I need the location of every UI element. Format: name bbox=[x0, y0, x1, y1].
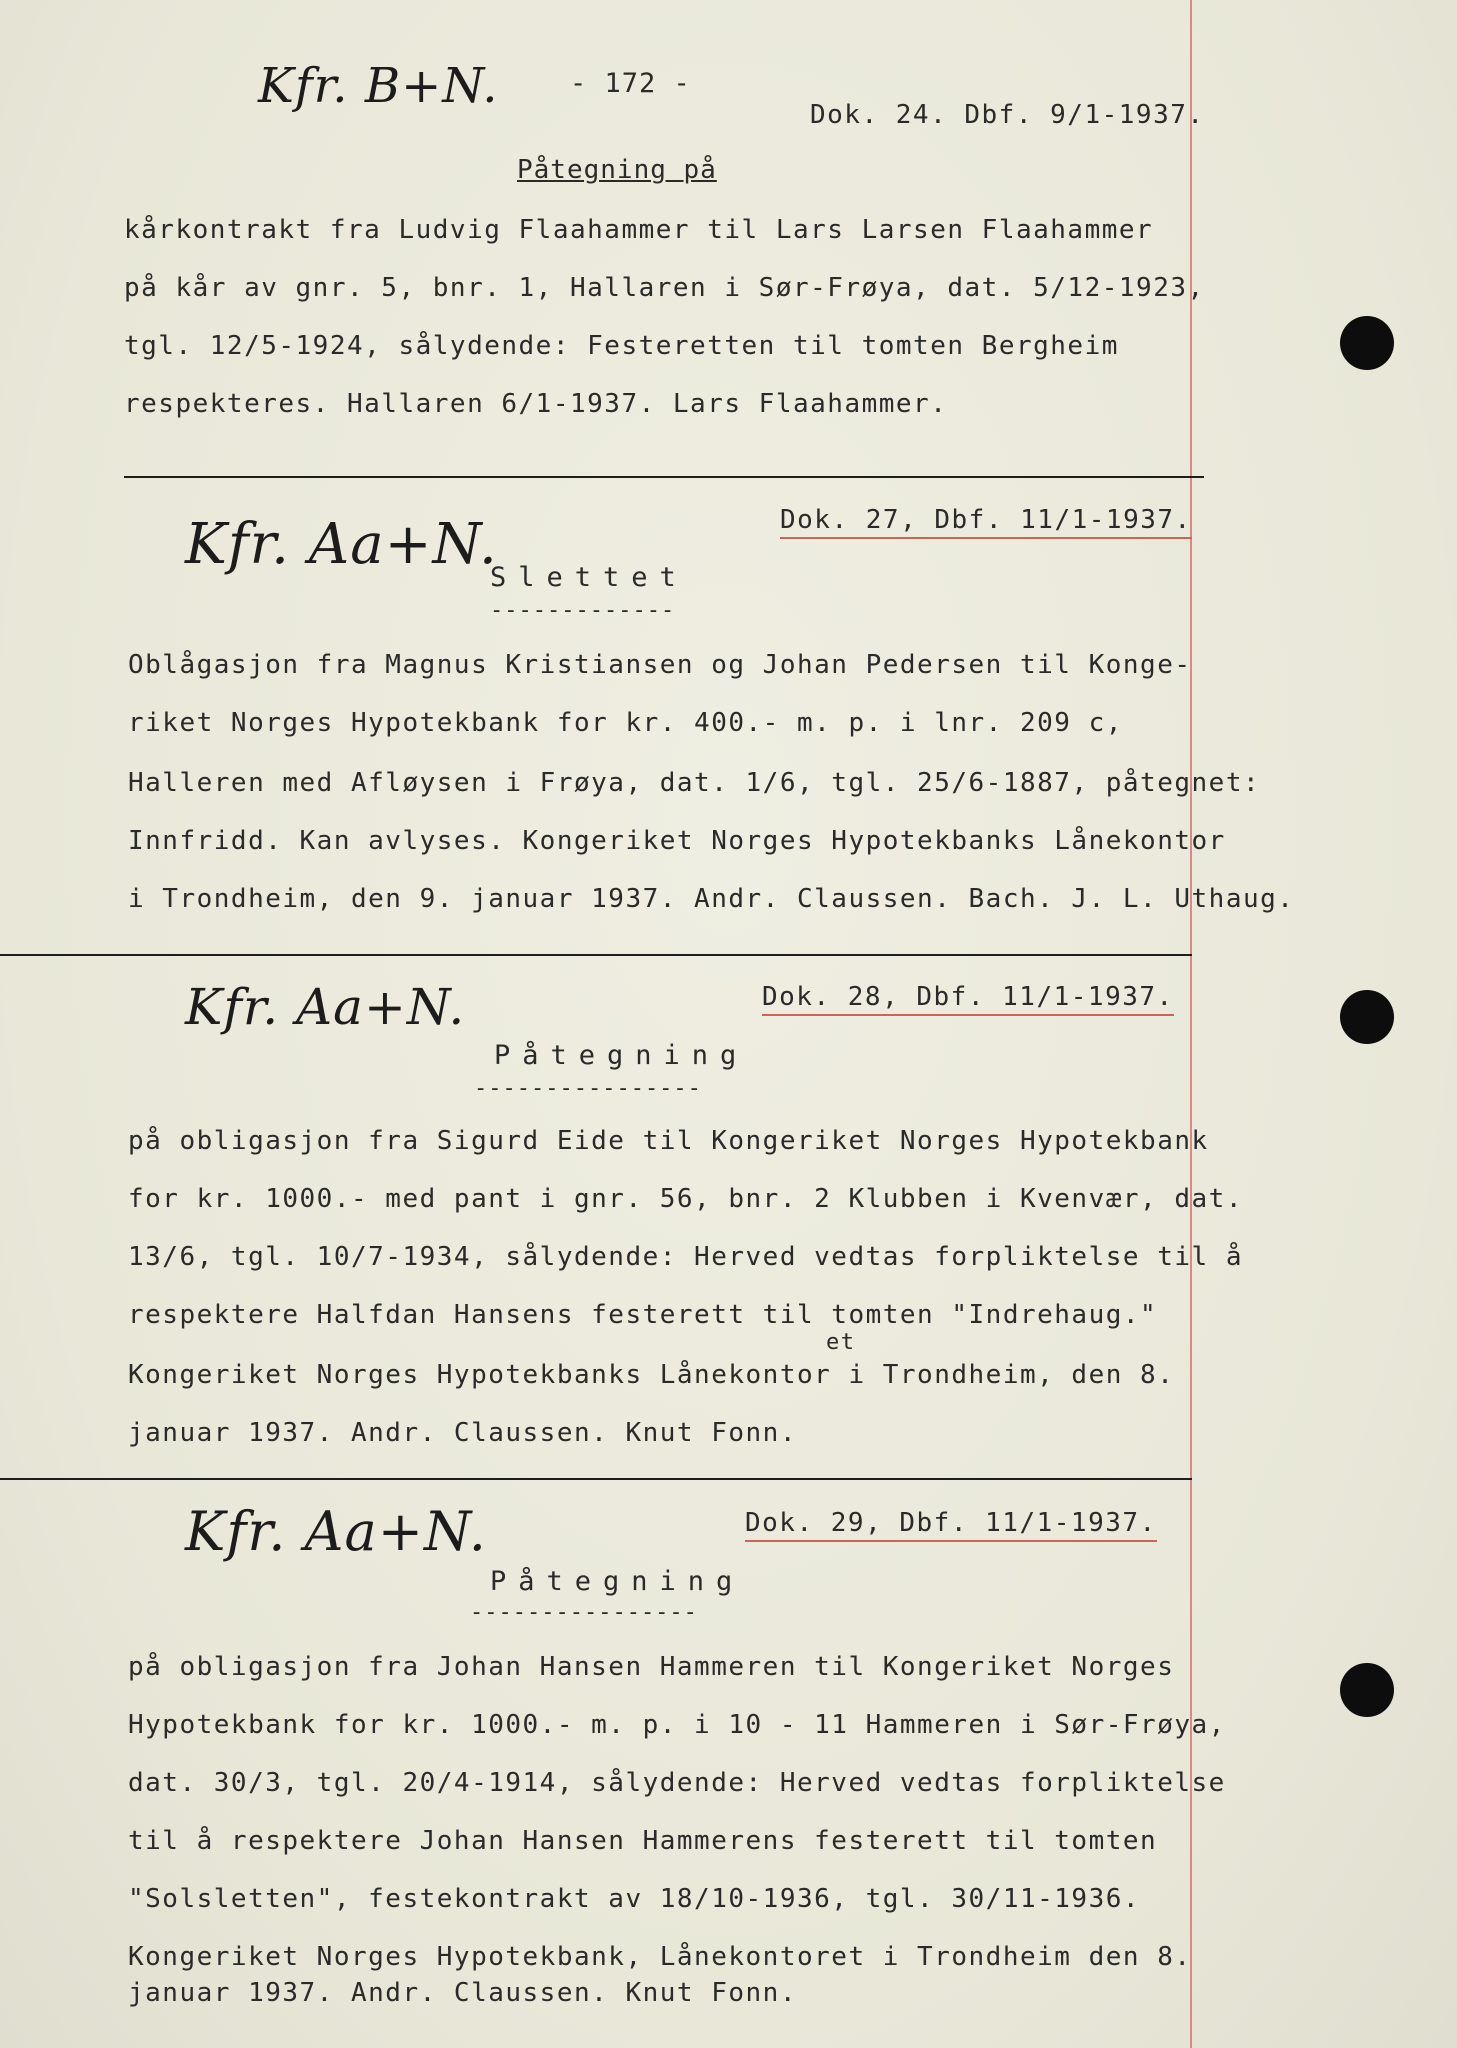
doc-ref: Dok. 27, Dbf. 11/1-1937. bbox=[780, 505, 1192, 539]
entry-heading: Påtegning bbox=[490, 1566, 745, 1597]
entry-line: i Trondheim, den 9. januar 1937. Andr. Claussen. Bach. J. L. Uthaug. bbox=[128, 884, 1295, 914]
entry-line: til å respektere Johan Hansen Hammerens festerett til tomten bbox=[128, 1826, 1158, 1856]
section-divider bbox=[0, 954, 1192, 956]
entry-line: januar 1937. Andr. Claussen. Knut Fonn. bbox=[128, 1418, 797, 1448]
header-doc-ref: Dok. 24. Dbf. 9/1-1937. bbox=[810, 100, 1205, 130]
entry-line: Kongeriket Norges Hypotekbank, Lånekontoret i Trondheim den 8. bbox=[128, 1942, 1192, 1972]
entry-line: på obligasjon fra Johan Hansen Hammeren til Kongeriket Norges bbox=[128, 1652, 1175, 1682]
entry-line: tgl. 12/5-1924, sålydende: Festeretten til tomten Bergheim bbox=[124, 331, 1119, 361]
handwritten-annotation: Kfr. Aa+N. bbox=[185, 1500, 487, 1563]
entry-line: Kongeriket Norges Hypotekbanks Lånekontor i Trondheim, den 8. bbox=[128, 1360, 1175, 1390]
entry-heading: Påtegning bbox=[494, 1040, 749, 1071]
interlinear-insertion: et bbox=[826, 1330, 856, 1355]
entry-line: "Solsletten", festekontrakt av 18/10-1936, tgl. 30/11-1936. bbox=[128, 1884, 1141, 1914]
entry-line: riket Norges Hypotekbank for kr. 400.- m. p. i lnr. 209 c, bbox=[128, 708, 1123, 738]
punch-hole bbox=[1340, 316, 1394, 370]
entry-line: kårkontrakt fra Ludvig Flaahammer til Lars Larsen Flaahammer bbox=[124, 215, 1154, 245]
handwritten-annotation: Kfr. B+N. bbox=[258, 58, 499, 114]
entry-line: januar 1937. Andr. Claussen. Knut Fonn. bbox=[128, 1978, 797, 2008]
entry-line: på obligasjon fra Sigurd Eide til Kongeriket Norges Hypotekbank bbox=[128, 1126, 1209, 1156]
entry-line: Oblågasjon fra Magnus Kristiansen og Johan Pedersen til Konge- bbox=[128, 650, 1192, 680]
entry-line: på kår av gnr. 5, bnr. 1, Hallaren i Sør-Frøya, dat. 5/12-1923, bbox=[124, 273, 1205, 303]
entry-line: Innfridd. Kan avlyses. Kongeriket Norges Hypotekbanks Lånekontor bbox=[128, 826, 1226, 856]
entry-line: Hypotekbank for kr. 1000.- m. p. i 10 - 11 Hammeren i Sør-Frøya, bbox=[128, 1710, 1226, 1740]
margin-line bbox=[1190, 0, 1192, 2048]
heading-dashes: ---------------- bbox=[470, 1600, 698, 1625]
handwritten-annotation: Kfr. Aa+N. bbox=[185, 512, 498, 577]
entry-heading: Slettet bbox=[490, 562, 688, 593]
entry-heading: Påtegning på bbox=[517, 155, 717, 185]
entry-line: Halleren med Afløysen i Frøya, dat. 1/6, tgl. 25/6-1887, påtegnet: bbox=[128, 768, 1261, 798]
entry-line: for kr. 1000.- med pant i gnr. 56, bnr. 2 Klubben i Kvenvær, dat. bbox=[128, 1184, 1243, 1214]
heading-dashes: ---------------- bbox=[474, 1076, 702, 1101]
doc-ref: Dok. 29, Dbf. 11/1-1937. bbox=[745, 1508, 1157, 1542]
doc-ref: Dok. 28, Dbf. 11/1-1937. bbox=[762, 982, 1174, 1016]
handwritten-annotation: Kfr. Aa+N. bbox=[185, 978, 466, 1036]
section-divider bbox=[0, 1478, 1192, 1480]
page-number: - 172 - bbox=[570, 68, 691, 99]
entry-line: dat. 30/3, tgl. 20/4-1914, sålydende: Herved vedtas forpliktelse bbox=[128, 1768, 1226, 1798]
punch-hole bbox=[1340, 1663, 1394, 1717]
entry-line: respekteres. Hallaren 6/1-1937. Lars Flaahammer. bbox=[124, 389, 948, 419]
heading-dashes: ------------- bbox=[490, 598, 676, 623]
entry-line: 13/6, tgl. 10/7-1934, sålydende: Herved vedtas forpliktelse til å bbox=[128, 1242, 1243, 1272]
section-divider bbox=[124, 476, 1204, 478]
entry-line: respektere Halfdan Hansens festerett til tomten "Indrehaug." bbox=[128, 1300, 1158, 1330]
punch-hole bbox=[1340, 990, 1394, 1044]
